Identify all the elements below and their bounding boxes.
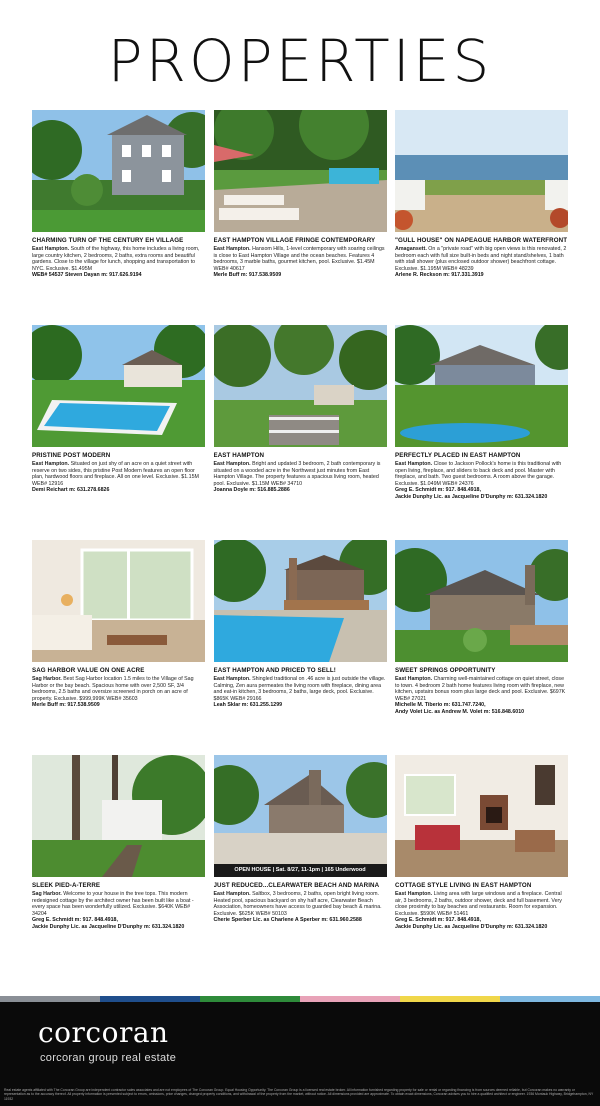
- listing-text: Situated on just shy of an acre on a quiet street with reserve on two sides, this pristine Post Modern features an open floor plan, hardwood floors and fireplace. All on one level. Exclusive. $1.15M WEB# 12916: [32, 461, 199, 487]
- listing-card[interactable]: [214, 755, 387, 970]
- agent-contact: Greg E. Schmidt m: 917. 848.4918,: [32, 917, 118, 924]
- listing-card[interactable]: [395, 325, 568, 540]
- agent-contact: Greg E. Schmidt m: 917. 848.4918,: [395, 917, 481, 924]
- page-title: PROPERTIES: [107, 27, 493, 95]
- listing-card[interactable]: [214, 110, 387, 325]
- listing-title: EAST HAMPTON VILLAGE FRINGE CONTEMPORARY: [213, 237, 376, 244]
- listing-description: [395, 461, 568, 487]
- listing-photo[interactable]: [214, 325, 387, 447]
- agent-contact: Merle Buff m: 917.538.9509: [32, 702, 100, 709]
- listing-photo[interactable]: [32, 755, 205, 877]
- listing-title: SLEEK PIED-A-TERRE: [32, 882, 101, 889]
- listing-title: SAG HARBOR VALUE ON ONE ACRE: [32, 667, 145, 674]
- brand-logo[interactable]: corcoran: [38, 1016, 169, 1049]
- listing-card[interactable]: [214, 540, 387, 755]
- listing-text: Best Sag Harbor location 1.5 miles to the Village of Sag Harbor or the bay beach. Spacious home with over 2,500 SF, 3/4 bedrooms, 2.5 baths and oversize screened in porch on an acre of property. Exclusive. $999,999K WEB# 35603: [32, 676, 194, 702]
- listing-description: [395, 891, 568, 917]
- agent-contact: Greg E. Schmidt m: 917. 848.4918,: [395, 487, 481, 494]
- listing-photo[interactable]: [32, 110, 205, 232]
- listings-row: [32, 755, 568, 970]
- agent-contact: Cherie Sperber Lic. as Charlene A Sperber m: 631.960.2588: [213, 917, 362, 924]
- listing-card[interactable]: [395, 110, 568, 325]
- listing-text: Hansom Hills, 1-level contemporary with soaring ceilings is close to East Hampton Village and the ocean beaches. Features 4 bedrooms, 3 marble baths, gourmet kitchen, pool. Exclusive. $1.45M WEB# 40617: [213, 246, 385, 272]
- listing-title: JUST REDUCED...CLEARWATER BEACH AND MARINA: [213, 882, 380, 889]
- listing-title: CHARMING TURN OF THE CENTURY EH VILLAGE: [32, 237, 184, 244]
- listing-photo[interactable]: [395, 755, 568, 877]
- listing-title: COTTAGE STYLE LIVING IN EAST HAMPTON: [395, 882, 532, 889]
- listings-row: [32, 110, 568, 325]
- listing-town: Sag Harbor.: [32, 891, 62, 897]
- listing-description: [214, 461, 387, 487]
- listing-text: Bright and updated 3 bedroom, 2 bath contemporary is situated on a wooded acre in the Northwest just minutes from East Hampton Village. The property features a spacious living room, heated pool. Exclusive. $1.15M WEB# 34710: [213, 461, 381, 487]
- listing-description: [32, 676, 205, 702]
- listing-description: [32, 891, 205, 917]
- agent-contact: Leah Sklar m: 631.255.1299: [213, 702, 283, 709]
- tree-house-photo: [32, 755, 205, 877]
- listings-grid: [32, 110, 568, 970]
- listing-text: Shingled traditional on .46 acre is just outside the village. Calming, Zen aura permeates the living room with fireplace, dining area and eat-in kitchen, 3 bedrooms, 2 baths, large deck, pool. Exclusive. $865K WEB# 29166: [213, 676, 386, 702]
- listing-description: [214, 891, 387, 917]
- agent-contact: Jackie Dunphy Lic. as Jacqueline D'Dunphy m: 631.324.1820: [32, 924, 185, 931]
- wooded-house-photo: [214, 325, 387, 447]
- agent-contact: Andy Volet Lic. as Andrew M. Volet m: 516.848.6010: [395, 709, 525, 716]
- listing-description: [32, 246, 205, 272]
- listing-photo[interactable]: [32, 540, 205, 662]
- listing-photo[interactable]: [214, 540, 387, 662]
- agent-contact: Joanna Doyle m: 516.885.2886: [213, 487, 290, 494]
- listing-text: Charming well-maintained cottage on quiet street, close to town. 4 bedroom 2 bath home features living room with fireplace, new kitchen, upstairs bonus room plus large deck and pool. Exclusive. $697K WEB# 27021: [395, 676, 566, 702]
- shingled-pool-photo: [214, 540, 387, 662]
- listing-title: PRISTINE POST MODERN: [32, 452, 111, 459]
- listing-card[interactable]: [395, 540, 568, 755]
- open-house-banner: OPEN HOUSE | Sat. 8/27, 11-1pm | 165 Underwood: [214, 864, 387, 877]
- listing-text: Close to Jackson Pollock's home is this traditional with open living, fireplace, and sliders to back deck and pool. Master with fireplace, and bath. Two guest bedrooms. A room above the garage. Exclusive. $1.049M WEB# 24376: [395, 461, 562, 487]
- agent-contact: Demi Reichart m: 631.278.6826: [32, 487, 110, 494]
- agent-contact: Jackie Dunphy Lic. as Jacqueline D'Dunphy m: 631.324.1820: [395, 924, 548, 931]
- listing-text: South of the highway, this home includes a living room, large country kitchen, 2 bedrooms, 2 baths, extra rooms and beautiful gardens. Close to the village for lunch, shopping and transportation to NYC. Exclusive. $1.495M: [32, 246, 200, 272]
- saltbox-photo: [214, 755, 387, 877]
- listing-town: East Hampton.: [213, 676, 251, 682]
- living-room-photo: [32, 540, 205, 662]
- listing-town: East Hampton.: [32, 461, 70, 467]
- listing-card[interactable]: [395, 755, 568, 970]
- listing-town: East Hampton.: [213, 246, 251, 252]
- agent-contact: Michelle M. Tiberio m: 631.747.7240,: [395, 702, 486, 709]
- listing-description: [214, 676, 387, 702]
- listing-card[interactable]: [32, 110, 205, 325]
- footer: [0, 1002, 600, 1106]
- cottage-photo: [395, 540, 568, 662]
- listing-text: Saltbox, 3 bedrooms, 2 baths, open bright living room. Heated pool, spacious backyard on shy half acre, Clearwater Beach Association, homeowners have access to guarded bay beach & marina. Exclusive. $625K WEB# 50103: [213, 891, 382, 917]
- listing-town: East Hampton.: [395, 461, 433, 467]
- garden-pool-photo: [395, 325, 568, 447]
- listing-town: East Hampton.: [395, 676, 433, 682]
- listing-description: [395, 246, 568, 272]
- listing-photo[interactable]: [32, 325, 205, 447]
- listing-photo[interactable]: [214, 755, 387, 877]
- listings-row: [32, 325, 568, 540]
- listing-photo[interactable]: [395, 325, 568, 447]
- listing-title: PERFECTLY PLACED IN EAST HAMPTON: [395, 452, 521, 459]
- agent-contact: Arlene R. Reckson m: 917.331.3919: [395, 272, 484, 279]
- agent-contact: WEB# 54537 Steven Dayan m: 917.626.9194: [32, 272, 142, 279]
- listing-text: Welcome to your house in the tree tops. This modern redesigned cottage by the architect owner has been built like a boat - every space has been wonderfully utilized. Exclusive. $640K WEB# 34204: [32, 891, 194, 917]
- listing-town: Amagansett.: [395, 246, 427, 252]
- listing-description: [395, 676, 568, 702]
- listing-town: East Hampton.: [32, 246, 70, 252]
- agent-contact: Merle Buff m: 917.538.9509: [213, 272, 282, 279]
- listing-text: On a "private road" with big open views is this renovated, 2 bedroom each with full size built-in beds and night stand/shelves, 1 bath with stall shower (plus enclosed outdoor shower) beachfront cottage. Exclusive. $1.195M WEB# 48239: [395, 246, 567, 272]
- listing-card[interactable]: [32, 755, 205, 970]
- brand-tagline: corcoran group real estate: [40, 1052, 177, 1064]
- listing-photo[interactable]: [395, 110, 568, 232]
- listing-title: EAST HAMPTON: [213, 452, 265, 459]
- listing-card[interactable]: [214, 325, 387, 540]
- pool-lawn-photo: [32, 325, 205, 447]
- house-gray-photo: [32, 110, 205, 232]
- listing-town: East Hampton.: [213, 461, 251, 467]
- pool-deck-photo: [214, 110, 387, 232]
- legal-disclaimer: Real estate agents affiliated with The Corcoran Group are independent contractor sales associates and are not employees of The Corcoran Group. Equal Housing Opportunity. The Corcoran Group is a licensed real estate broker. All information furnished regarding property for sale or rental or regarding financing is from sources deemed reliable, but Corcoran makes no warranty or representation as to the accuracy thereof. All property information is presented subject to errors, omissions, price changes, changed property conditions, and withdrawal of the property from the market, without notice. All dimensions provided are approximate. To obtain exact dimensions, Corcoran advises you to hire a qualified architect or engineer. 1936 Montauk Highway, Bridgehampton, NY 11932: [4, 1088, 594, 1101]
- listing-card[interactable]: [32, 325, 205, 540]
- cottage-interior-photo: [395, 755, 568, 877]
- listing-title: SWEET SPRINGS OPPORTUNITY: [395, 667, 496, 674]
- listing-title: EAST HAMPTON AND PRICED TO SELL!: [213, 667, 336, 674]
- listing-town: Sag Harbor.: [32, 676, 62, 682]
- listing-description: [32, 461, 205, 487]
- listings-row: [32, 540, 568, 755]
- listing-description: [214, 246, 387, 272]
- harbor-view-photo: [395, 110, 568, 232]
- agent-contact: Jackie Dunphy Lic. as Jacqueline D'Dunphy m: 631.324.1820: [395, 494, 548, 501]
- listing-town: East Hampton.: [395, 891, 433, 897]
- listing-title: "GULL HOUSE" ON NAPEAGUE HARBOR WATERFRONT: [395, 237, 568, 244]
- listing-text: Living area with large windows and a fireplace. Central air, 3 bedrooms, 2 baths, outdoor shower, deck and full basement. Very close proximity to bay beaches and restaurants. Room for expansion. Exclusive. $590K WEB# 51461: [395, 891, 562, 917]
- listing-photo[interactable]: [395, 540, 568, 662]
- listing-photo[interactable]: [214, 110, 387, 232]
- listing-card[interactable]: [32, 540, 205, 755]
- listing-town: East Hampton.: [213, 891, 251, 897]
